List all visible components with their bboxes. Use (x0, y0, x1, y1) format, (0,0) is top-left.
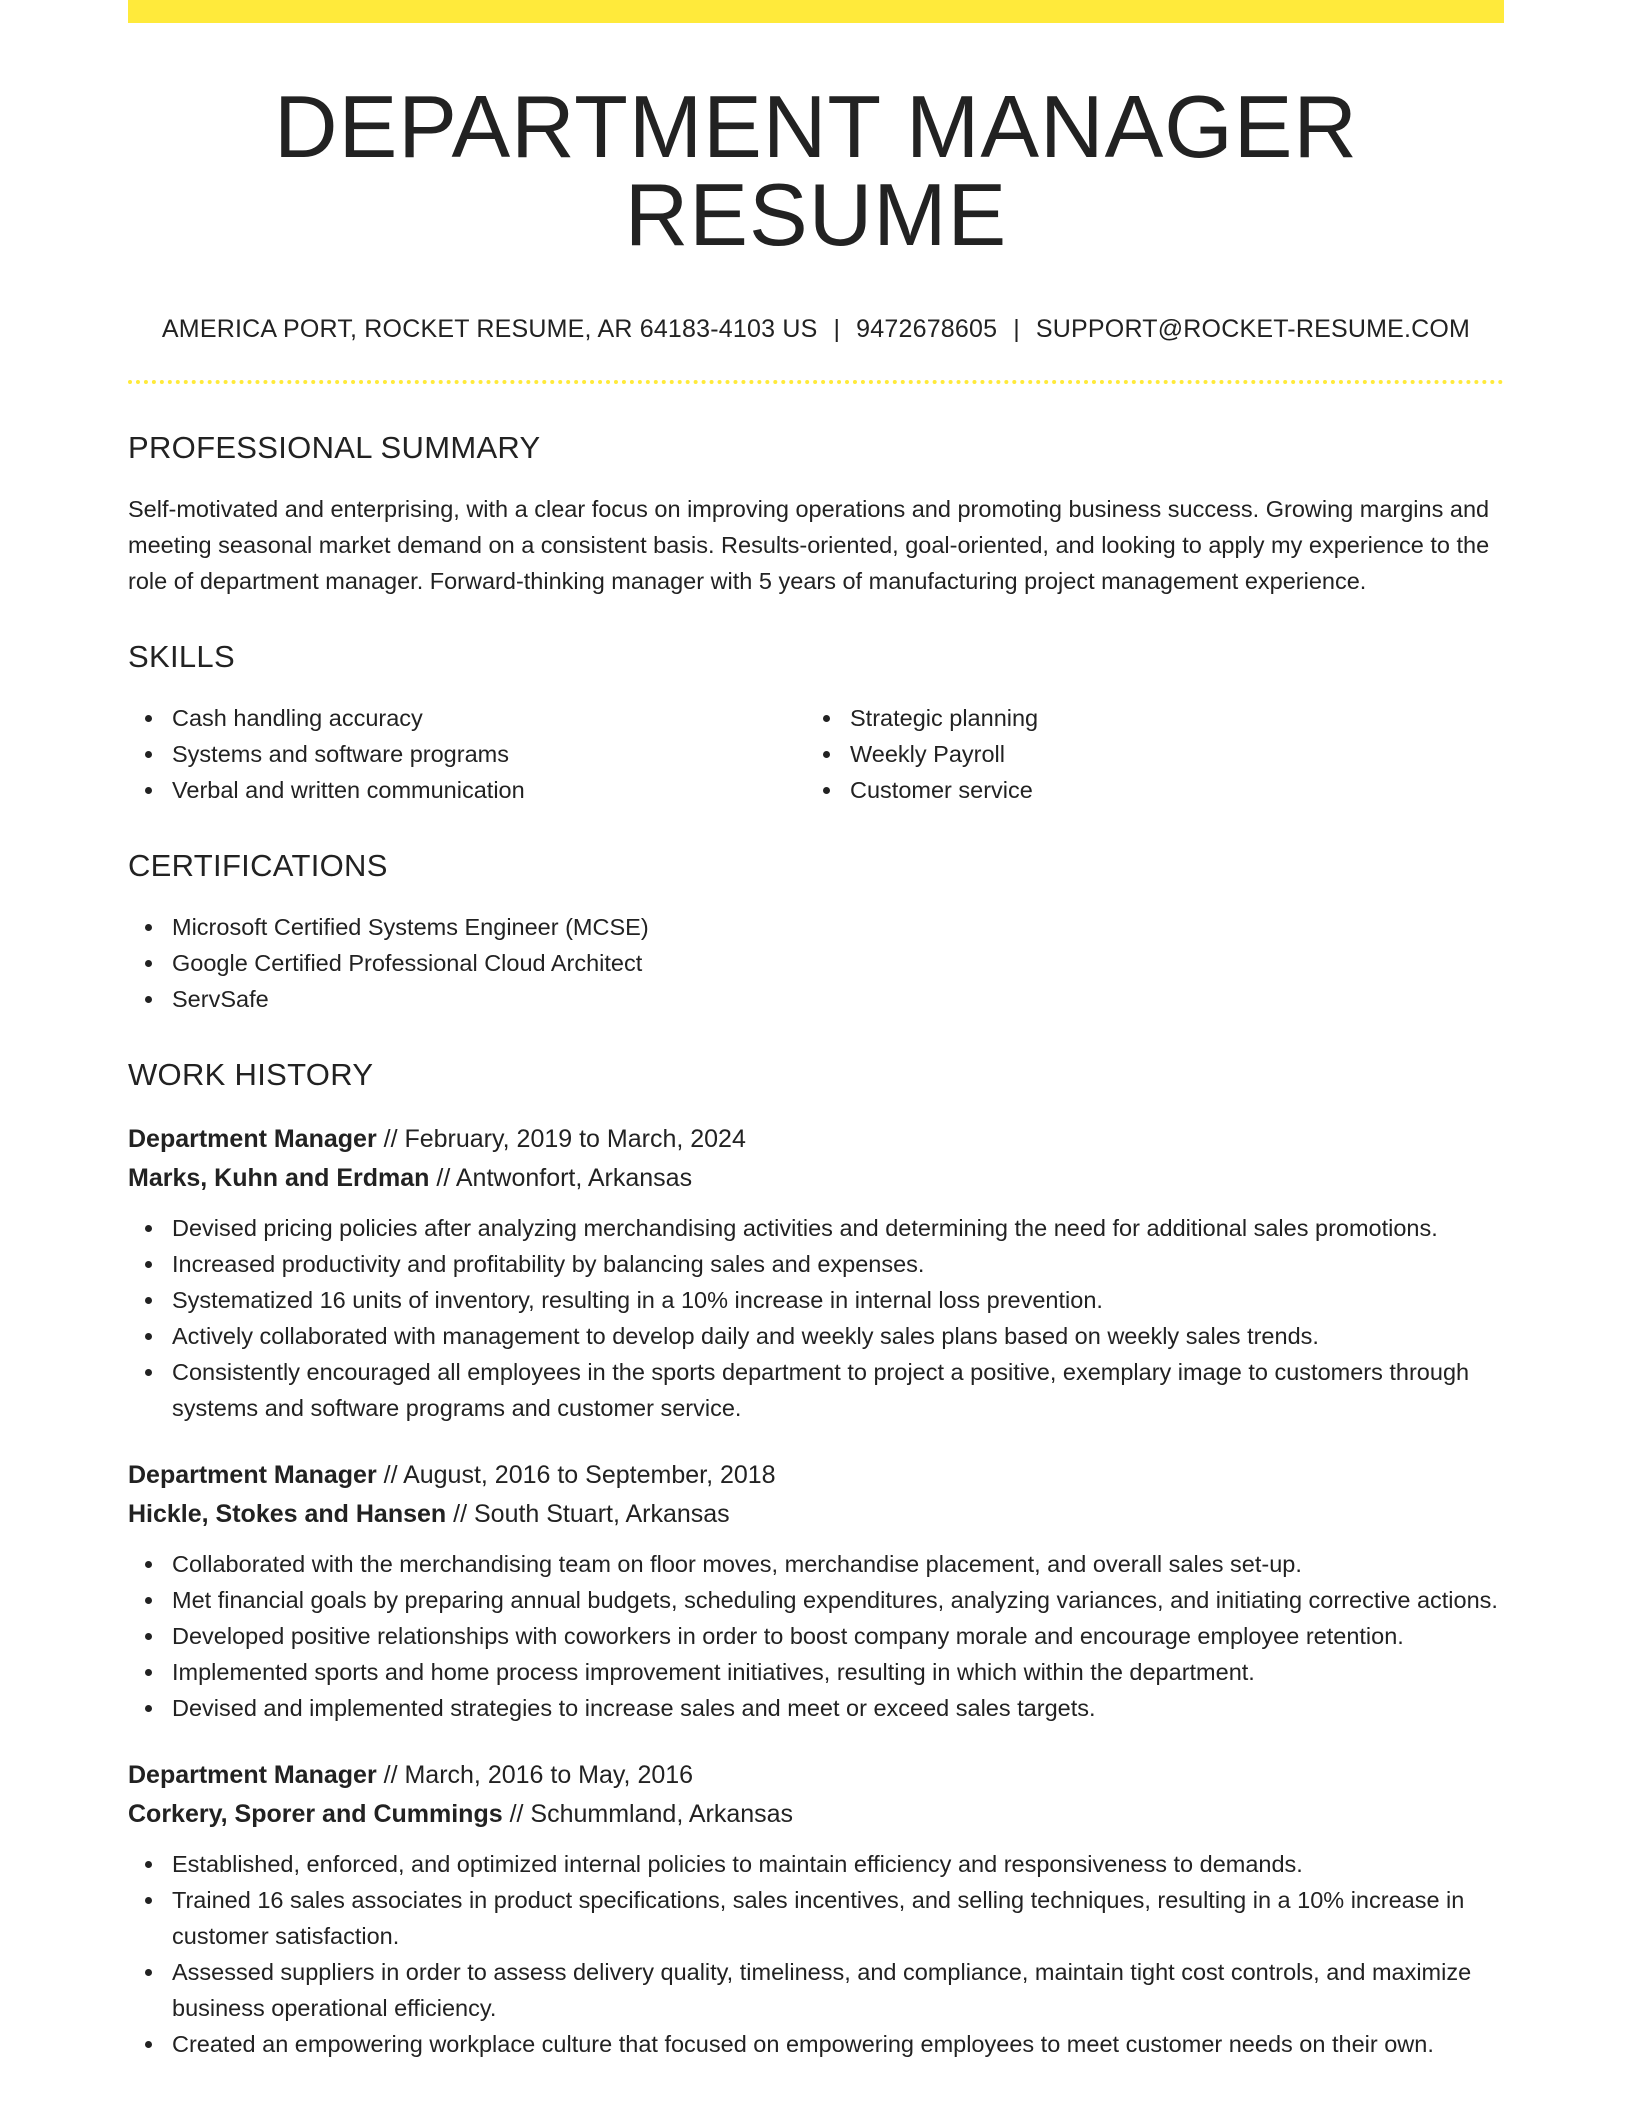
job-location: Antwonfort, Arkansas (455, 1164, 693, 1192)
certifications-list (128, 909, 1504, 1017)
resume-title: DEPARTMENT MANAGER RESUME (274, 77, 1358, 264)
top-accent-bar (128, 0, 1504, 23)
job-company: Corkery, Sporer and Cummings (128, 1800, 503, 1828)
job-duty: Consistently encouraged all employees in the sports department to project a positive, exemplary image to customers through systems and software programs and customer service. (128, 1354, 1504, 1426)
job-duty: Actively collaborated with management to develop daily and weekly sales plans based on weekly sales trends. (128, 1318, 1504, 1354)
skills-column-right (806, 700, 1484, 808)
job-duties-list (128, 1846, 1504, 2062)
job-duty: Implemented sports and home process improvement initiatives, resulting in which within the department. (128, 1654, 1504, 1690)
job-duties-list (128, 1546, 1504, 1726)
job-company-line (128, 1159, 1504, 1198)
job-duty: Systematized 16 units of inventory, resulting in a 10% increase in internal loss prevention. (128, 1282, 1504, 1318)
contact-address: AMERICA PORT, ROCKET RESUME, AR 64183-4103 US (161, 315, 818, 343)
contact-separator: | (833, 315, 841, 343)
header-divider (128, 380, 1504, 384)
skill-item: Strategic planning (806, 700, 1484, 736)
job-location: South Stuart, Arkansas (473, 1500, 730, 1528)
skill-item: Systems and software programs (128, 736, 806, 772)
job-duty: Devised and implemented strategies to increase sales and meet or exceed sales targets. (128, 1690, 1504, 1726)
job-duty: Devised pricing policies after analyzing merchandising activities and determining the need for additional sales promotions. (128, 1210, 1504, 1246)
job-role: Department Manager (128, 1125, 377, 1153)
job-company: Hickle, Stokes and Hansen (128, 1500, 447, 1528)
job-duty: Increased productivity and profitability by balancing sales and expenses. (128, 1246, 1504, 1282)
summary-text: Self-motivated and enterprising, with a clear focus on improving operations and promoting business success. Growing margins and meeting seasonal market demand on a consistent basis. Results-oriented, goal-oriented, and looking to apply my experience to the role of department manager. Forward-thinking manager with 5 years of manufacturing project management experience. (128, 496, 1490, 594)
job-duty: Created an empowering workplace culture that focused on empowering employees to meet customer needs on their own. (128, 2026, 1504, 2062)
job-duty: Trained 16 sales associates in product specifications, sales incentives, and selling techniques, resulting in a 10% increase in customer satisfaction. (128, 1882, 1504, 1954)
certification-item: Microsoft Certified Systems Engineer (MCSE) (128, 909, 1504, 945)
certification-item: ServSafe (128, 981, 1504, 1017)
job-role: Department Manager (128, 1461, 377, 1489)
job-duty: Developed positive relationships with coworkers in order to boost company morale and encourage employee retention. (128, 1618, 1504, 1654)
job-separator: // (376, 1761, 405, 1789)
contact-phone[interactable]: 9472678605 (856, 315, 998, 343)
job-duties-list (128, 1210, 1504, 1426)
work-history-heading: WORK HISTORY (128, 1057, 374, 1092)
job-role-line (128, 1456, 1504, 1495)
contact-separator: | (1013, 315, 1020, 343)
contact-line (128, 317, 1504, 342)
job-separator: // (429, 1164, 456, 1192)
job-entry (128, 1756, 1504, 2062)
job-separator: // (376, 1125, 405, 1153)
job-separator: // (502, 1800, 531, 1828)
job-entry (128, 1120, 1504, 1426)
skill-item: Verbal and written communication (128, 772, 806, 808)
summary-heading: PROFESSIONAL SUMMARY (128, 430, 541, 465)
skills-grid (128, 700, 1504, 808)
job-duty: Established, enforced, and optimized internal policies to maintain efficiency and responsiveness to demands. (128, 1846, 1504, 1882)
certification-item: Google Certified Professional Cloud Architect (128, 945, 1504, 981)
job-duty: Met financial goals by preparing annual budgets, scheduling expenditures, analyzing variances, and initiating corrective actions. (128, 1582, 1504, 1618)
job-separator: // (446, 1500, 474, 1528)
resume-page (128, 0, 1504, 2062)
skill-item: Customer service (806, 772, 1484, 808)
skills-column-left (128, 700, 806, 808)
skills-heading: SKILLS (128, 639, 235, 674)
job-duty: Assessed suppliers in order to assess delivery quality, timeliness, and compliance, maintain tight cost controls, and maximize business operational efficiency. (128, 1954, 1504, 2026)
job-entry (128, 1456, 1504, 1726)
job-dates: February, 2019 to March, 2024 (404, 1125, 746, 1153)
skill-item: Weekly Payroll (806, 736, 1484, 772)
certifications-heading: CERTIFICATIONS (128, 848, 388, 883)
job-dates: March, 2016 to May, 2016 (404, 1761, 694, 1789)
job-dates: August, 2016 to September, 2018 (403, 1461, 776, 1489)
contact-email[interactable]: SUPPORT@ROCKET-RESUME.COM (1035, 315, 1471, 343)
job-role-line (128, 1756, 1504, 1795)
job-role: Department Manager (128, 1761, 377, 1789)
job-company: Marks, Kuhn and Erdman (128, 1164, 430, 1192)
job-separator: // (376, 1461, 404, 1489)
skill-item: Cash handling accuracy (128, 700, 806, 736)
job-duty: Collaborated with the merchandising team on floor moves, merchandise placement, and overall sales set-up. (128, 1546, 1504, 1582)
job-company-line (128, 1495, 1504, 1534)
job-location: Schummland, Arkansas (530, 1800, 794, 1828)
job-role-line (128, 1120, 1504, 1159)
job-company-line (128, 1795, 1504, 1834)
